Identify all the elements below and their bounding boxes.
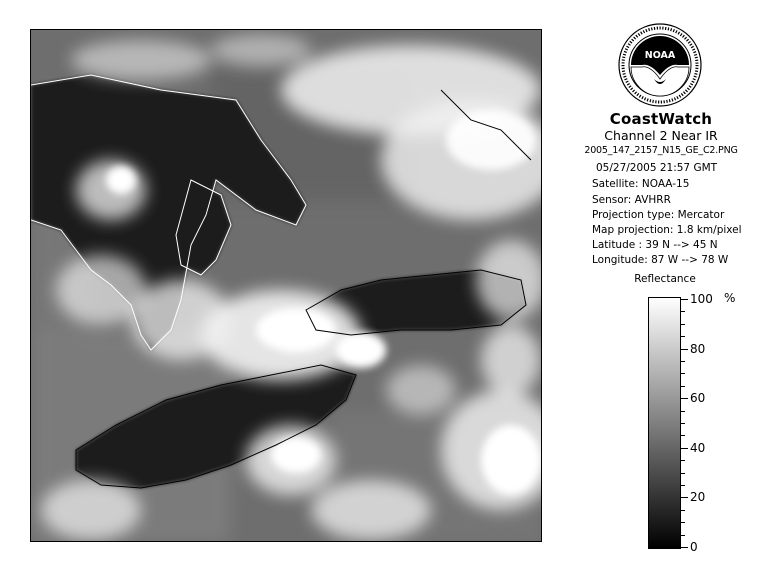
colorbar-tick	[681, 311, 685, 312]
colorbar-tick	[681, 411, 685, 412]
colorbar-tick	[681, 349, 688, 350]
noaa-logo	[618, 23, 702, 107]
colorbar-tick	[681, 386, 685, 387]
colorbar-tick	[681, 299, 688, 300]
date-time: 05/27/2005 21:57 GMT	[596, 162, 718, 174]
colorbar-tick-label: 0	[690, 540, 698, 554]
noaa-seal-icon	[618, 23, 702, 107]
colorbar-tick-label: 40	[690, 441, 706, 455]
satellite-label: Satellite: NOAA-15	[592, 178, 690, 190]
sensor-label: Sensor: AVHRR	[592, 194, 671, 206]
colorbar-tick	[681, 497, 688, 498]
colorbar-tick	[681, 448, 688, 449]
satellite-image	[30, 29, 542, 542]
file-name: 2005_147_2157_N15_GE_C2.PNG	[584, 145, 738, 156]
colorbar-tick	[681, 535, 685, 536]
latitude-label: Latitude : 39 N --> 45 N	[592, 239, 718, 251]
colorbar-tick	[681, 485, 685, 486]
colorbar-tick	[681, 361, 685, 362]
logo-center-text: NOAA	[644, 50, 676, 61]
brand-title: CoastWatch	[609, 110, 713, 128]
colorbar-tick	[681, 522, 685, 523]
colorbar-title: Reflectance	[634, 273, 696, 285]
colorbar-tick-label: 80	[690, 342, 706, 356]
colorbar-tick	[681, 510, 685, 511]
colorbar-tick	[681, 324, 685, 325]
satellite-scene	[31, 30, 542, 542]
colorbar-tick	[681, 435, 685, 436]
colorbar-tick-label: 20	[690, 490, 706, 504]
colorbar-tick-label: 60	[690, 391, 706, 405]
map-projection-label: Map projection: 1.8 km/pixel	[592, 224, 742, 236]
projection-type-label: Projection type: Mercator	[592, 209, 725, 221]
colorbar-tick	[681, 373, 685, 374]
colorbar-tick	[681, 423, 685, 424]
colorbar-tick	[681, 398, 688, 399]
channel-label: Channel 2 Near IR	[604, 128, 718, 143]
colorbar-tick	[681, 460, 685, 461]
longitude-label: Longitude: 87 W --> 78 W	[592, 254, 729, 266]
reflectance-colorbar	[648, 297, 681, 549]
colorbar-tick	[681, 547, 688, 548]
colorbar-tick-label: 100	[690, 292, 713, 306]
colorbar-unit: %	[724, 291, 736, 305]
colorbar-tick	[681, 336, 685, 337]
colorbar-tick	[681, 473, 685, 474]
